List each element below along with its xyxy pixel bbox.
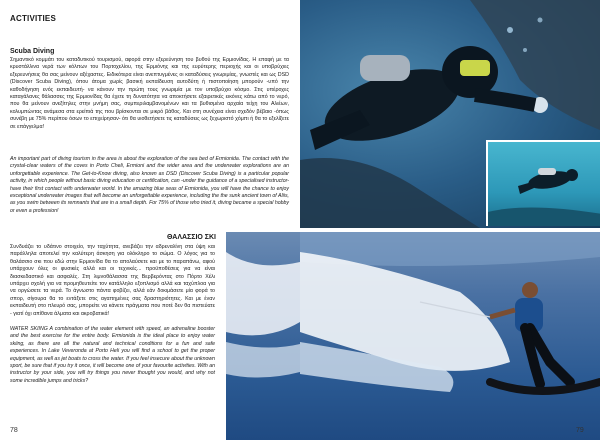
water-skier-photo-left-part <box>226 232 300 440</box>
seabed-rocks <box>300 158 480 228</box>
water-ski-english-text: WATER SKIING A combination of the water element with speed, an adrenaline booster and the best exercise for the entire body. Ermionida is the ideal place to enjoy water skiing, as there are all the natural and technical conditions for a fun and safe experiences. In Lake Veveronda at Porto Heli you will find a school to get the proper equipment, as well as jet boats to cross the water. If you feel insecure about the unknown sport, be sure that if you try it once, it will become one of your favourite activities. With an instructor by your side, you will try things you never thought you would, and why not some incredible jumps and tricks? <box>10 326 215 384</box>
skier-head <box>522 282 538 298</box>
water-ski-greek-text: Συνδυάζει το υδάτινο στοιχείο, την ταχύτητα, ανεβάζει την αδρεναλίνη στα ύψη και παράλληλα αποτελεί την καλύτερη άσκηση για ολόκληρο το σώμα. Ο λόγος για το θαλάσσιο σκι που εδώ στην Ερμιονίδα θα το απολαύσετε και με το παραπάνω, αφού υπάρχουν όλες οι φυσικές αλλά και οι τεχνικές... προϋποθέσεις για να είναι διασκεδαστικό και ασφαλές. Στη λιμνοθάλασσα της Βερβερόντας στο Πόρτο Χέλι υπάρχει σχολή για να προμηθευτείτε τον κατάλληλο εξοπλισμό αλλά και ταχύπλοα για να οργώσετε τα νερά. Το άγνωστο πάντα φοβίζει, αλλά εάν δοκιμάσετε μία φορά το σπορ, σίγουρα θα το εντάξετε στις αγαπημένες σας δραστηριότητες. Και με έναν εκπαιδευτή στο πλευρό σας, μπορείτε να κάνετε πράγματα που ποτέ δεν θα πιστεύατε - γιατί όχι απίθανα άλματα και ακροβατικά! <box>10 244 215 317</box>
spray-shape-2 <box>226 342 300 378</box>
inset-seabed <box>488 207 600 226</box>
water-ski-board <box>490 382 600 391</box>
water-ski-title: ΘΑΛΑΣΣΙΟ ΣΚΙ <box>167 234 216 241</box>
bubble <box>538 18 543 23</box>
inset-diver-fin <box>518 182 534 194</box>
bubble <box>523 48 527 52</box>
inset-diver-tank <box>538 168 556 175</box>
diver-inset-photo <box>486 140 600 226</box>
diver-tank <box>360 55 410 81</box>
diver-inset-svg <box>488 142 600 226</box>
water-skier-svg <box>300 232 600 440</box>
scuba-greek-text: Σημαντικό κομμάτι του καταδυτικού τουρισμού, αφορά στην εξερεύνηση του βυθού της Ερμιονίδας. Η επαφή με τα κρυστάλλινα νερά των κόλπων του Πορτοχελίου, της Ερμιόνης και της ευρύτερης περιοχής και οι υποβρύχιες εξερευνήσεις θα σας μείνουν αξέχαστες. Ειδικότερα είναι ανεπτυγμένες οι καταδύσεις γνωριμίας, γνωστές και ως DSD (Discover Scuba Diving), όπου άτομα χωρίς βασική εκπαίδευση αυτοδύτη ή πιστοποίηση μπορούν -υπό την καθοδήγηση ενός εκπαιδευτή- να κάνουν την πρώτη τους γνωριμία με τον υποβρύχιο κόσμο. Στις υπέροχες καταγάλανες θάλασσες της Ερμιονίδας θα έχετε τη δυνατότητα να αποκτήσετε εξαιρετικές εικόνες κάτω από το νερό, που θα μείνουν ανεξίτηλες στην μνήμη σας, συμπεριλαμβανομένων και τα βυθισμένα αρχαία τείχη του Αλιέων, κολυμπώντας ανάμεσα στα ερείπιά της που βρίσκονται σε μικρό βάθος. Και στη συνέχεια είναι σχεδόν βέβαιο -όπως συνέβη με 75% περίπου όσων το επιχείρησαν- ότι θα υιοθετήσετε τις καταδύσεις ως ξεχωριστό χόμπι ή θα το εξελίξετε σε επάγγελμα! <box>10 57 289 130</box>
diver-mask <box>460 60 490 76</box>
skier-arm <box>490 310 515 317</box>
water-skier-photo <box>300 232 600 440</box>
scuba-title: Scuba Diving <box>10 48 55 55</box>
spray-shape <box>226 252 300 335</box>
right-page <box>300 0 600 443</box>
diver-arm <box>475 95 535 105</box>
water-spray-svg <box>226 232 300 440</box>
page-number-right: 79 <box>576 427 584 434</box>
section-header: ACTIVITIES <box>10 14 57 23</box>
bubble <box>507 27 513 33</box>
page-number-left: 78 <box>10 427 18 434</box>
inset-diver-head <box>566 169 578 181</box>
scuba-english-text: An important part of diving tourism in the area is about the exploration of the sea bed of Ermionida. The contact with the crystal-clear waters of the coves in Porto Cheli, Ermioni and the wider area and the underwater explorations are an unforgettable experience. The Get-to-Know diving, also known as DSD (Discover Scuba Diving) is a particular popular activity, in which people without basic diving education or certification, can -under the guidance of a specialised instructor- have their first contact with underwater world. In the amazing blue seas of Ermionida, you will have the chance to enjoy exceptional underwater images that will become an unforgettable experience, including the the sunk ancient town of Aliis, as you swim between its remnants that are in a small depth. For 75% of those who tried it, diving became a special hobby or even a profession! <box>10 156 289 214</box>
